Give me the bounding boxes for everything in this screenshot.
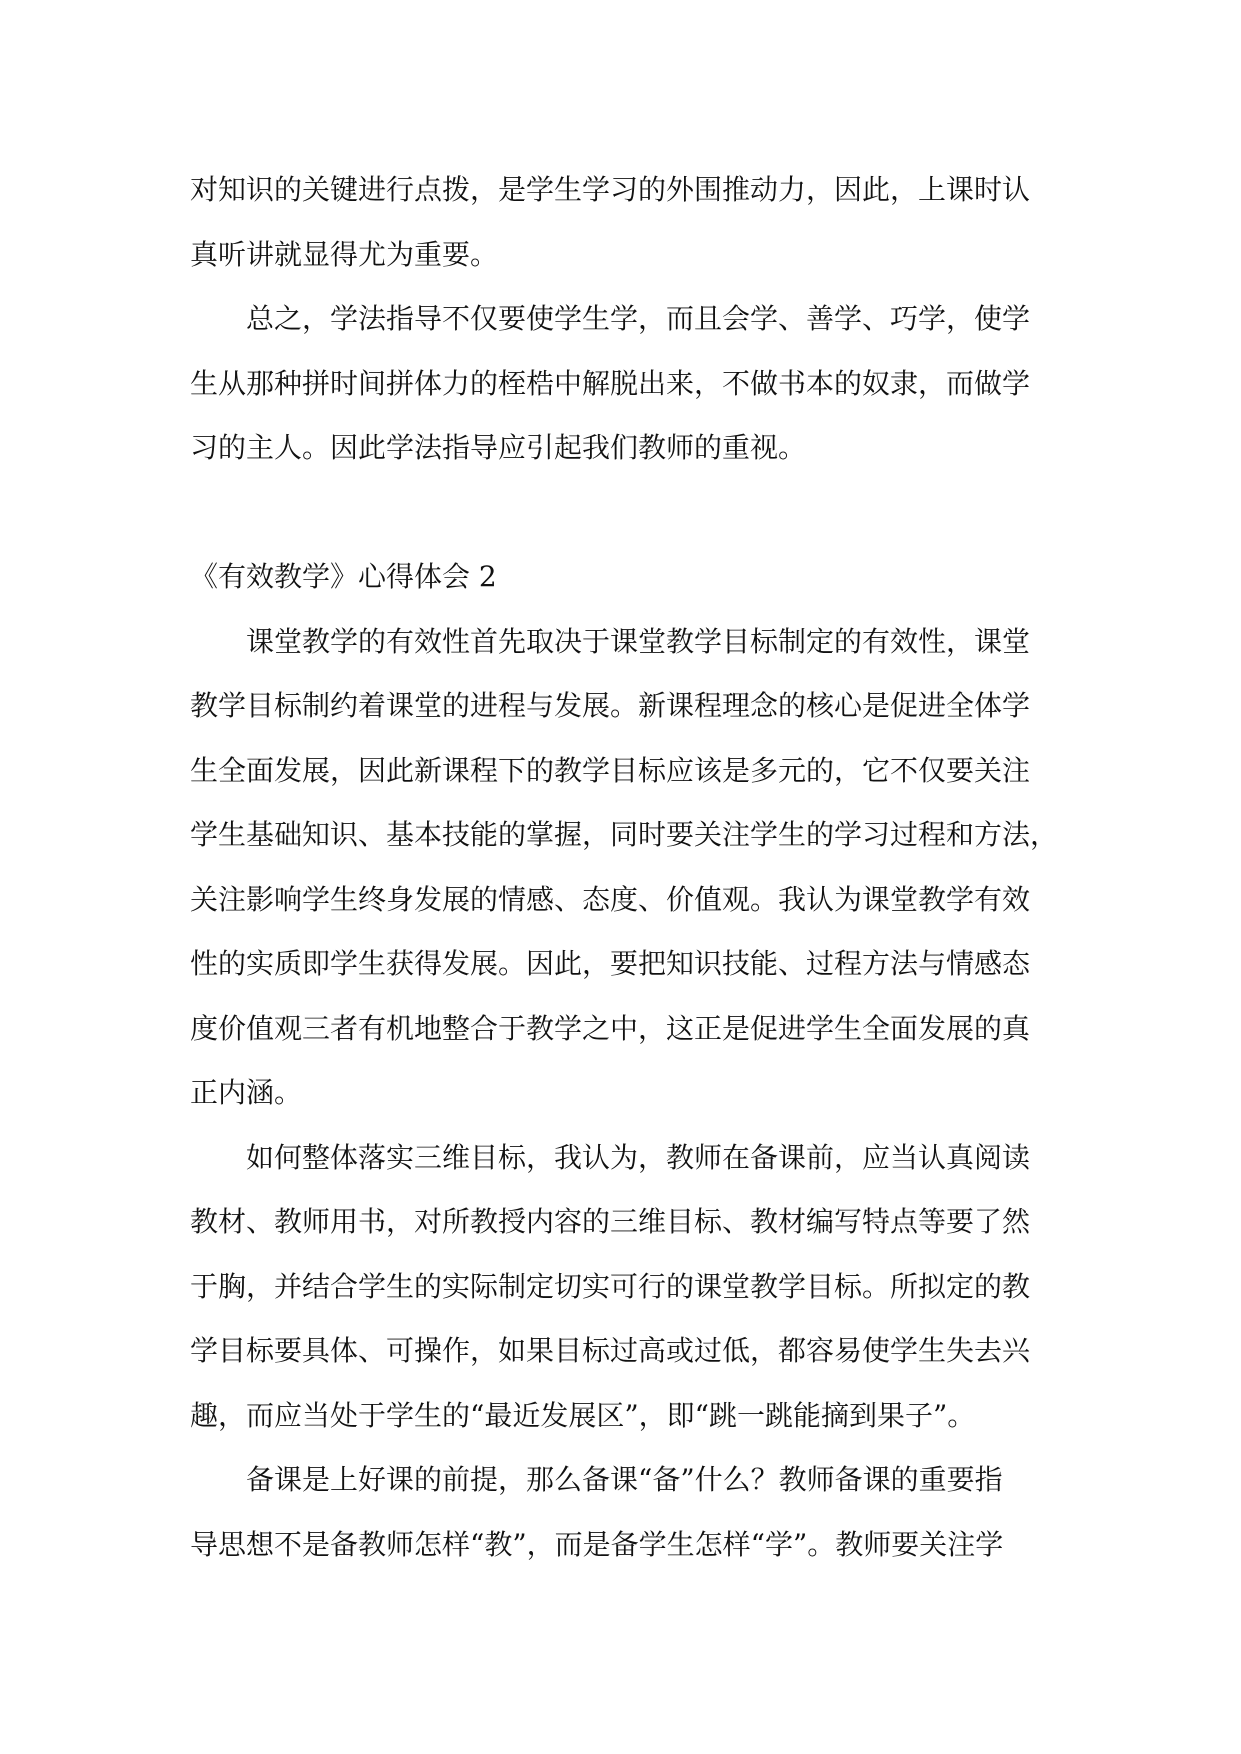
text-line: 习的主人。因此学法指导应引起我们教师的重视。	[190, 431, 807, 464]
text-line: 正内涵。	[190, 1076, 303, 1109]
text-line: 导思想不是备教师怎样“教”，而是备学生怎样“学”。教师要关注学	[190, 1527, 1004, 1561]
text-line: 生从那种拼时间拼体力的桎梏中解脱出来，不做书本的奴隶，而做学	[190, 366, 1031, 400]
document-page	[190, 158, 1060, 1577]
text-line: 度价值观三者有机地整合于教学之中，这正是促进学生全面发展的真	[190, 1011, 1031, 1045]
text-line: 课堂教学的有效性首先取决于课堂教学目标制定的有效性，课堂	[246, 624, 1031, 658]
paragraph	[190, 1448, 1060, 1577]
paragraph	[190, 610, 1060, 1126]
paragraph	[190, 1126, 1060, 1449]
text-line: 学目标要具体、可操作，如果目标过高或过低，都容易使学生失去兴	[190, 1334, 1031, 1367]
text-line: 性的实质即学生获得发展。因此，要把知识技能、过程方法与情感态	[190, 947, 1031, 980]
text-line: 真听讲就显得尤为重要。	[190, 237, 499, 271]
paragraph	[190, 158, 1060, 287]
text-line: 教学目标制约着课堂的进程与发展。新课程理念的核心是促进全体学	[190, 689, 1031, 722]
text-line: 教材、教师用书，对所教授内容的三维目标、教材编写特点等要了然	[190, 1205, 1031, 1238]
text-line: 备课是上好课的前提，那么备课“备”什么？教师备课的重要指	[246, 1463, 1003, 1496]
text-line: 学生基础知识、基本技能的掌握，同时要关注学生的学习过程和方法，	[190, 818, 1059, 851]
text-line: 生全面发展，因此新课程下的教学目标应该是多元的，它不仅要关注	[190, 753, 1031, 787]
text-line: 关注影响学生终身发展的情感、态度、价值观。我认为课堂教学有效	[190, 882, 1031, 916]
text-line: 趣，而应当处于学生的“最近发展区”，即“跳一跳能摘到果子”。	[190, 1398, 976, 1432]
text-line: 如何整体落实三维目标，我认为，教师在备课前，应当认真阅读	[246, 1140, 1031, 1174]
heading-text: 《有效教学》心得体会 2	[190, 560, 497, 593]
text-line: 总之，学法指导不仅要使学生学，而且会学、善学、巧学，使学	[246, 302, 1031, 335]
section-heading	[190, 545, 1060, 610]
paragraph	[190, 287, 1060, 481]
text-line: 于胸，并结合学生的实际制定切实可行的课堂教学目标。所拟定的教	[190, 1269, 1031, 1303]
text-line: 对知识的关键进行点拨，是学生学习的外围推动力，因此，上课时认	[190, 173, 1031, 206]
